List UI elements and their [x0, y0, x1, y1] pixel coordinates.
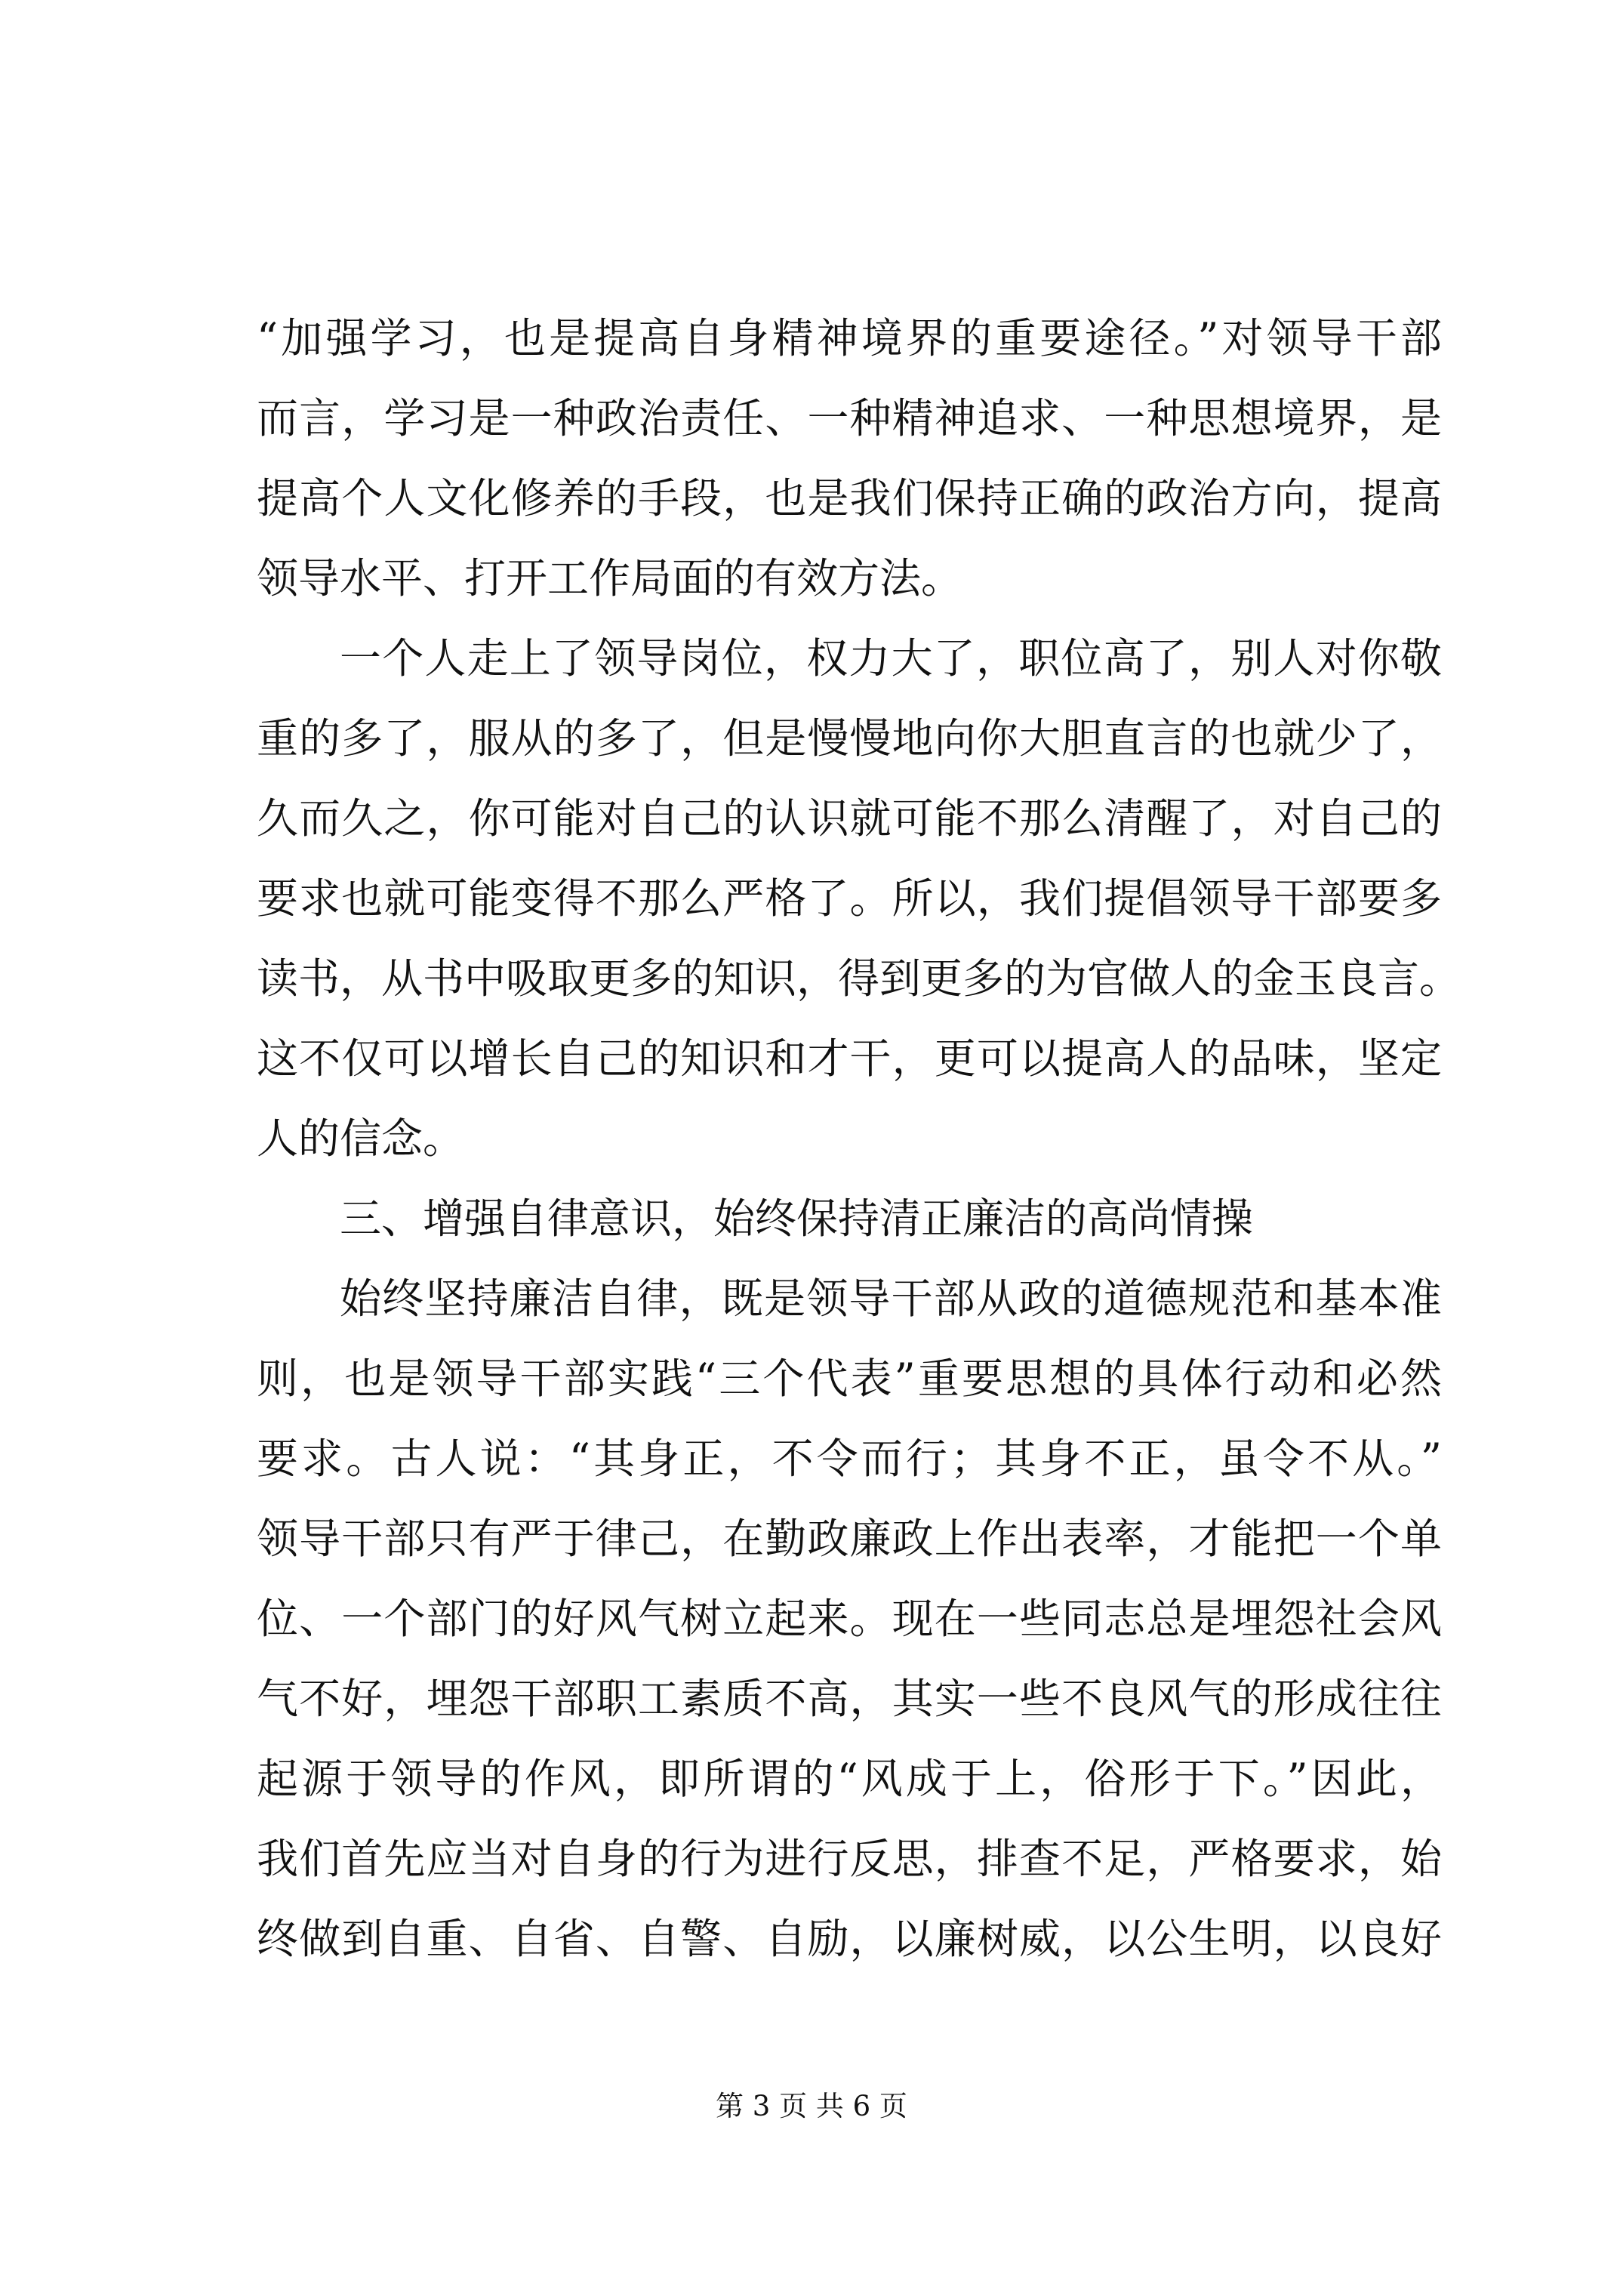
text-line: 则，也是领导干部实践“三个代表”重要思想的具体行动和必然: [257, 1354, 1442, 1403]
text-line: 气不好，埋怨干部职工素质不高，其实一些不良风气的形成往往: [257, 1675, 1442, 1723]
text-line: 提高个人文化修养的手段，也是我们保持正确的政治方向，提高: [257, 474, 1442, 522]
text-line: 要求。古人说：“其身正，不令而行；其身不正，虽令不从。”: [257, 1435, 1442, 1483]
text-line: “加强学习，也是提高自身精神境界的重要途径。”对领导干部: [257, 314, 1442, 362]
text-line: 重的多了，服从的多了，但是慢慢地向你大胆直言的也就少了，: [257, 714, 1442, 763]
text-line: 领导干部只有严于律己，在勤政廉政上作出表率，才能把一个单: [257, 1515, 1442, 1563]
text-line: 位、一个部门的好风气树立起来。现在一些同志总是埋怨社会风: [257, 1595, 1442, 1643]
section-heading: 三、增强自律意识，始终保持清正廉洁的高尚情操: [340, 1194, 1254, 1243]
text-line: 人的信念。: [257, 1114, 465, 1163]
page-number: 第 3 页 共 6 页: [716, 2090, 907, 2122]
text-line: 久而久之，你可能对自己的认识就可能不那么清醒了，对自己的: [257, 794, 1442, 843]
paragraph-first-line: 始终坚持廉洁自律，既是领导干部从政的道德规范和基本准: [340, 1274, 1442, 1323]
text-line: 我们首先应当对自身的行为进行反思，排查不足，严格要求，始: [257, 1835, 1442, 1883]
text-line: 终做到自重、自省、自警、自励，以廉树威，以公生明，以良好: [257, 1915, 1442, 1963]
text-line: 领导水平、打开工作局面的有效方法。: [257, 554, 963, 603]
text-line: 要求也就可能变得不那么严格了。所以，我们提倡领导干部要多: [257, 874, 1442, 923]
text-line: 这不仅可以增长自己的知识和才干，更可以提高人的品味，坚定: [257, 1034, 1442, 1083]
text-line: 而言，学习是一种政治责任、一种精神追求、一种思想境界，是: [257, 394, 1442, 442]
text-line: 读书，从书中吸取更多的知识，得到更多的为官做人的金玉良言。: [257, 954, 1461, 1003]
paragraph-first-line: 一个人走上了领导岗位，权力大了，职位高了，别人对你敬: [340, 634, 1442, 683]
text-line: 起源于领导的作风，即所谓的“风成于上，俗形于下。”因此，: [257, 1755, 1442, 1803]
